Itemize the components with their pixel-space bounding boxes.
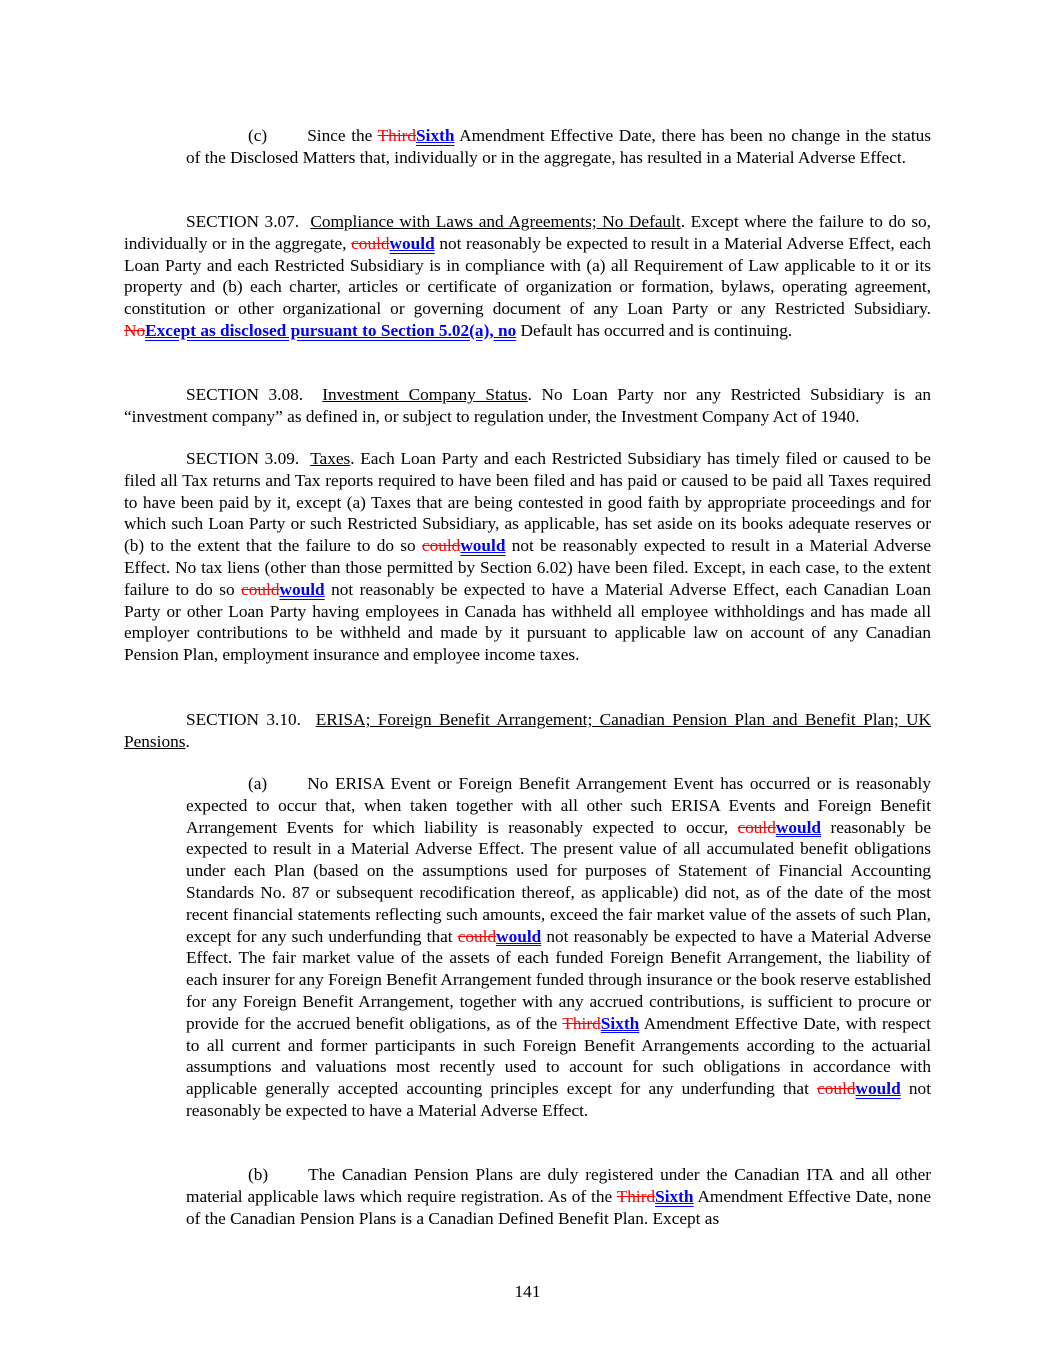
inserted-text: Sixth xyxy=(600,1013,640,1033)
paragraph-a: (a) No ERISA Event or Foreign Benefit Arrangement Event has occurred or is reasonably expected to occur that, when taken together with all other such ERISA Events and Foreign Benefit Arrangement Events for which liability is reasonably expected to occur, couldwould reasonably be expected to result in a Material Adverse Effect. The present value of all accumulated benefit obligations under each Plan (based on the assumptions used for purposes of Statement of Financial Accounting Standards No. 87 or subsequent recodification thereof, as applicable) did not, as of the date of the most recent financial statements reflecting such amounts, exceed the fair market value of the assets of such Plan, except for any such underfunding that couldwould not reasonably be expected to have a Material Adverse Effect. The fair market value of the assets of each funded Foreign Benefit Arrangement, the liability of each insurer for any Foreign Benefit Arrangement funded through insurance or the book reserve established for any Foreign Benefit Arrangement, together with any accrued contributions, is sufficient to procure or provide for the accrued benefit obligations, as of the ThirdSixth Amendment Effective Date, with respect to all current and former participants in such Foreign Benefit Arrangements according to the actuarial assumptions and valuations most recently used to account for such obligations in accordance with applicable generally accepted accounting principles except for any underfunding that couldwould not reasonably be expected to have a Material Adverse Effect. xyxy=(186,774,931,1120)
section-number: SECTION 3.07. xyxy=(186,212,300,231)
section-heading: Taxes xyxy=(310,449,351,468)
inserted-text: would xyxy=(279,579,325,599)
paragraph-label: (c) xyxy=(248,126,268,145)
deleted-text: could xyxy=(351,233,390,253)
deleted-text: Third xyxy=(377,126,417,145)
section-number: SECTION 3.08. xyxy=(186,385,304,404)
paragraph-c: (c) Since the ThirdSixth Amendment Effective Date, there has been no change in the status of the Disclosed Matters that, individually or in the aggregate, has resulted in a Material Adverse Effect. xyxy=(186,126,931,167)
section-number: SECTION 3.09. xyxy=(186,449,300,468)
inserted-text: would xyxy=(496,926,542,946)
deleted-text: could xyxy=(421,536,461,556)
inserted-text: Sixth xyxy=(416,126,455,145)
deleted-text: Third xyxy=(562,1013,601,1033)
inserted-text: Except as disclosed pursuant to Section 5.02(a), no xyxy=(145,320,517,340)
section-heading: Compliance with Laws and Agreements; No Default xyxy=(310,212,681,231)
deleted-text: Third xyxy=(616,1186,656,1206)
inserted-text: would xyxy=(775,817,822,837)
inserted-text: would xyxy=(389,233,435,253)
page-number: 141 xyxy=(514,1282,541,1301)
deleted-text: could xyxy=(457,926,497,946)
paragraph-b: (b) The Canadian Pension Plans are duly registered under the Canadian ITA and all other material applicable laws which require registration. As of the ThirdSixth Amendment Effective Date, none of the Canadian Pension Plans is a Canadian Defined Benefit Plan. Except as xyxy=(186,1165,932,1228)
inserted-text: Sixth xyxy=(655,1186,694,1206)
paragraph-label: (a) xyxy=(248,774,268,793)
section-heading: ERISA; Foreign Benefit Arrangement; Canadian Pension Plan and Benefit Plan; UK Pensions xyxy=(124,710,931,751)
section-heading: Investment Company Status xyxy=(322,385,528,404)
inserted-text: would xyxy=(855,1079,901,1099)
deleted-text: No xyxy=(124,320,146,340)
section-3-09: SECTION 3.09. Taxes. Each Loan Party and each Restricted Subsidiary has timely filed or caused to be filed all Tax returns and Tax reports required to have been filed and has paid or caused to be paid all Taxes required to have been paid by it, except (a) Taxes that are being contested in good faith by appropriate proceedings and for which such Loan Party or such Restricted Subsidiary, as applicable, has set aside on its books adequate reserves or (b) to the extent that the failure to do so couldwould not be reasonably expected to result in a Material Adverse Effect. No tax liens (other than those permitted by Section 6.02) have been filed. Except, in each case, to the extent failure to do so couldwould not reasonably be expected to have a Material Adverse Effect, each Canadian Loan Party or other Loan Party having employees in Canada has withheld all employee withholdings and has made all employer contributions to be withheld and made by it pursuant to applicable law on account of any Canadian Pension Plan, employment insurance and employee income taxes. xyxy=(124,449,931,665)
section-3-08: SECTION 3.08. Investment Company Status. No Loan Party nor any Restricted Subsidiary is an “investment company” as defined in, or subject to regulation under, the Investment Company Act of 1940. xyxy=(124,385,932,426)
section-number: SECTION 3.10. xyxy=(186,710,301,729)
deleted-text: could xyxy=(737,817,776,837)
section-3-10: SECTION 3.10. ERISA; Foreign Benefit Arrangement; Canadian Pension Plan and Benefit Plan; UK Pensions. xyxy=(124,710,931,751)
section-3-07: SECTION 3.07. Compliance with Laws and Agreements; No Default. Except where the failure to do so, individually or in the aggregate, couldwould not reasonably be expected to result in a Material Adverse Effect, each Loan Party and each Restricted Subsidiary is in compliance with (a) all Requirement of Law applicable to it or its property and (b) each charter, articles or certificate of organization or formation, bylaws, operating agreement, constitution or other organizational or governing document of any Loan Party or any Restricted Subsidiary. NoExcept as disclosed pursuant to Section 5.02(a), no Default has occurred and is continuing. xyxy=(124,212,932,340)
inserted-text: would xyxy=(460,536,506,556)
deleted-text: could xyxy=(241,579,280,599)
paragraph-label: (b) xyxy=(248,1165,269,1184)
deleted-text: could xyxy=(817,1079,856,1099)
